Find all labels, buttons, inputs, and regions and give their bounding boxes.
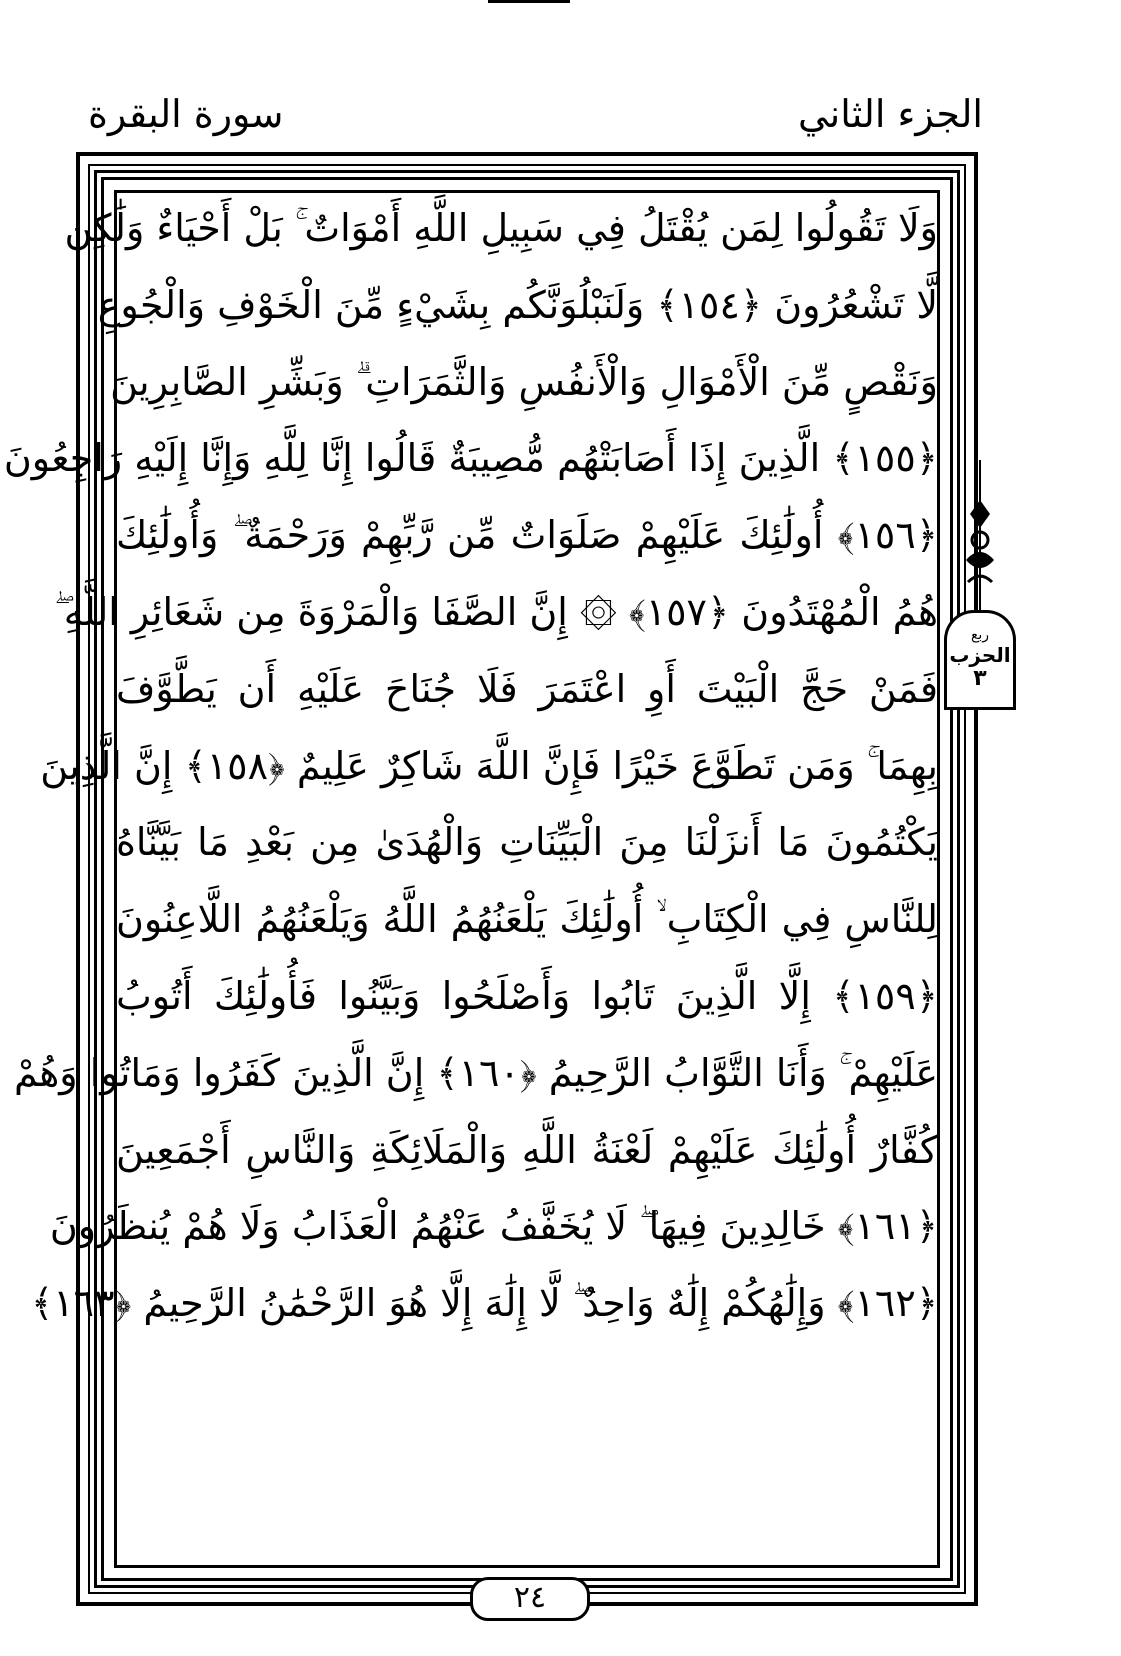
hizb-marker (944, 460, 1016, 710)
surah-name: سورة البقرة (88, 92, 284, 136)
hizb-box (944, 610, 1016, 710)
ornament-icon (962, 500, 998, 590)
verse-line: ﴿١٥٥﴾ الَّذِينَ إِذَا أَصَابَتْهُم مُّصِيبَةٌ قَالُوا إِنَّا لِلَّهِ وَإِنَّا إِلَيْهِ رَاجِعُونَ (3, 436, 938, 481)
page-number: ٢٤ (470, 1577, 590, 1621)
verse-line: يَكْتُمُونَ مَا أَنزَلْنَا مِنَ الْبَيِّنَاتِ وَالْهُدَىٰ مِن بَعْدِ مَا بَيَّنَّاهُ (116, 820, 938, 865)
juz-name: الجزء الثاني (797, 92, 983, 136)
hizb-label: الحزب (949, 643, 1011, 667)
verse-line: لَّا تَشْعُرُونَ ﴿١٥٤﴾ وَلَنَبْلُوَنَّكُم بِشَيْءٍ مِّنَ الْخَوْفِ وَالْجُوعِ (97, 282, 938, 327)
verse-line: ﴿١٥٩﴾ إِلَّا الَّذِينَ تَابُوا وَأَصْلَحُوا وَبَيَّنُوا فَأُولَٰئِكَ أَتُوبُ (116, 973, 938, 1018)
verse-line: ﴿١٥٦﴾ أُولَٰئِكَ عَلَيْهِمْ صَلَوَاتٌ مِّن رَّبِّهِمْ وَرَحْمَةٌ ۖ وَأُولَٰئِكَ (116, 513, 938, 558)
verses-block (3, 190, 938, 1570)
verse-line: ﴿١٦١﴾ خَالِدِينَ فِيهَا ۖ لَا يُخَفَّفُ عَنْهُمُ الْعَذَابُ وَلَا هُمْ يُنظَرُونَ (49, 1204, 938, 1249)
verse-line: كُفَّارٌ أُولَٰئِكَ عَلَيْهِمْ لَعْنَةُ اللَّهِ وَالْمَلَائِكَةِ وَالنَّاسِ أَجْمَعِينَ (116, 1127, 938, 1172)
verse-line: هُمُ الْمُهْتَدُونَ ﴿١٥٧﴾ ۞ إِنَّ الصَّفَا وَالْمَرْوَةَ مِن شَعَائِرِ اللَّهِ ۖ (54, 589, 938, 634)
page-header (0, 88, 1121, 148)
verse-line: وَلَا تَقُولُوا لِمَن يُقْتَلُ فِي سَبِيلِ اللَّهِ أَمْوَاتٌ ۚ بَلْ أَحْيَاءٌ وَلَٰكِن (64, 206, 938, 250)
hizb-number: ٣ (973, 666, 987, 691)
hizb-quarter: ربع (970, 627, 990, 643)
verse-line: وَنَقْصٍ مِّنَ الْأَمْوَالِ وَالْأَنفُسِ وَالثَّمَرَاتِ ۗ وَبَشِّرِ الصَّابِرِينَ (110, 359, 938, 404)
verse-line: عَلَيْهِمْ ۚ وَأَنَا التَّوَّابُ الرَّحِيمُ ﴿١٦٠﴾ إِنَّ الَّذِينَ كَفَرُوا وَمَاتُوا وَهُمْ (13, 1050, 938, 1095)
verse-line: ﴿١٦٢﴾ وَإِلَٰهُكُمْ إِلَٰهٌ وَاحِدٌ ۖ لَّا إِلَٰهَ إِلَّا هُوَ الرَّحْمَٰنُ الرَّحِيمُ ﴿١٦٣﴾ (30, 1281, 938, 1326)
top-rule (488, 0, 570, 3)
verse-line: بِهِمَا ۚ وَمَن تَطَوَّعَ خَيْرًا فَإِنَّ اللَّهَ شَاكِرٌ عَلِيمٌ ﴿١٥٨﴾ إِنَّ الَّذِينَ (40, 743, 938, 788)
verse-line: لِلنَّاسِ فِي الْكِتَابِ ۙ أُولَٰئِكَ يَلْعَنُهُمُ اللَّهُ وَيَلْعَنُهُمُ اللَّاعِنُونَ (116, 897, 938, 942)
verse-line: فَمَنْ حَجَّ الْبَيْتَ أَوِ اعْتَمَرَ فَلَا جُنَاحَ عَلَيْهِ أَن يَطَّوَّفَ (116, 666, 938, 711)
